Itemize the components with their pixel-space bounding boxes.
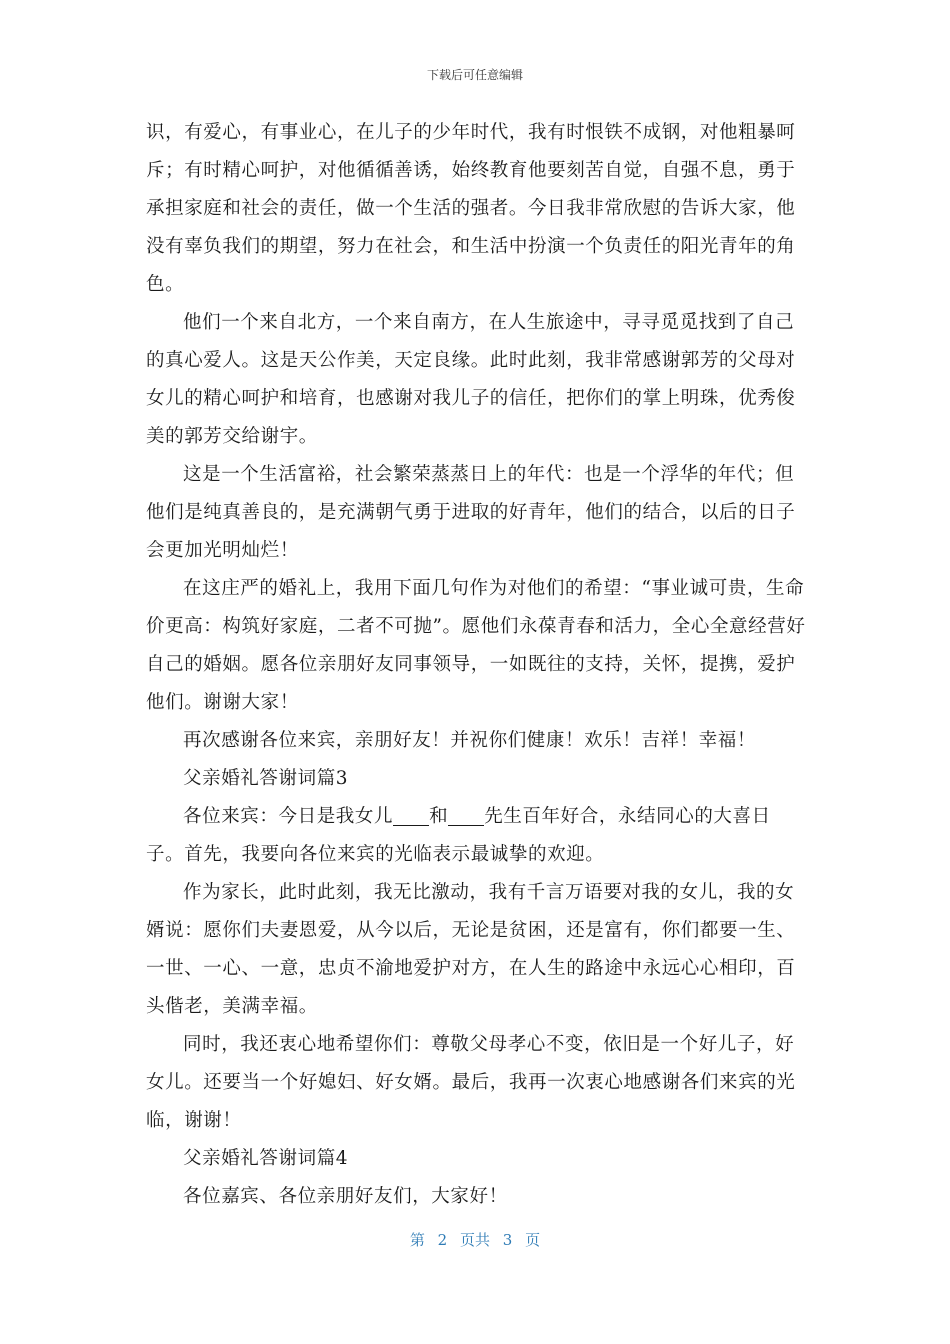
document-body bbox=[146, 114, 806, 1216]
paragraph: 这是一个生活富裕，社会繁荣蒸蒸日上的年代：也是一个浮华的年代；但他们是纯真善良的，是充满朝气勇于进取的好青年，他们的结合，以后的日子会更加光明灿烂！ bbox=[146, 464, 796, 561]
page-number-footer: 第 2 页共 3 页 bbox=[409, 1231, 541, 1249]
paragraph-segment: 先生百年好合，永结同心的大喜日子。首先，我要向各位来宾的光临表示最诚挚的欢迎。 bbox=[146, 806, 771, 865]
paragraph-segment: 和 bbox=[429, 806, 449, 827]
section-heading: 父亲婚礼答谢词篇3 bbox=[183, 768, 349, 789]
paragraph: 再次感谢各位来宾，亲朋好友！并祝你们健康！欢乐！吉祥！幸福！ bbox=[183, 730, 757, 751]
fill-in-blank bbox=[448, 807, 484, 827]
paragraph: 作为家长，此时此刻，我无比激动，我有千言万语要对我的女儿，我的女婿说：愿你们夫妻恩爱，从今以后，无论是贫困，还是富有，你们都要一生、一世、一心、一意，忠贞不渝地爱护对方，在人生的路途中永远心心相印，百头偕老，美满幸福。 bbox=[146, 882, 796, 1017]
page-header: 下载后可任意编辑 bbox=[426, 68, 523, 82]
section-heading: 父亲婚礼答谢词篇4 bbox=[183, 1148, 349, 1169]
paragraph-segment: 各位来宾：今日是我女儿 bbox=[183, 806, 394, 827]
paragraph: 在这庄严的婚礼上，我用下面几句作为对他们的希望：“事业诚可贵，生命价更高：构筑好家庭，二者不可抛”。愿他们永葆青春和活力，全心全意经营好自己的婚姻。愿各位亲朋好友同事领导，一如既往的支持，关怀，提携，爱护他们。谢谢大家！ bbox=[146, 578, 806, 713]
paragraph: 同时，我还衷心地希望你们：尊敬父母孝心不变，依旧是一个好儿子，好女儿。还要当一个好媳妇、好女婿。最后，我再一次衷心地感谢各们来宾的光临，谢谢！ bbox=[146, 1034, 796, 1131]
paragraph: 各位嘉宾、各位亲朋好友们，大家好！ bbox=[183, 1186, 508, 1207]
fill-in-blank bbox=[393, 807, 429, 827]
paragraph: 识，有爱心，有事业心，在儿子的少年时代，我有时恨铁不成钢，对他粗暴呵斥；有时精心呵护，对他循循善诱，始终教育他要刻苦自觉，自强不息，勇于承担家庭和社会的责任，做一个生活的强者。今日我非常欣慰的告诉大家，他没有辜负我们的期望，努力在社会，和生活中扮演一个负责任的阳光青年的角色。 bbox=[146, 122, 796, 295]
paragraph: 他们一个来自北方，一个来自南方，在人生旅途中，寻寻觅觅找到了自己的真心爱人。这是天公作美，天定良缘。此时此刻，我非常感谢郭芳的父母对女儿的精心呵护和培育，也感谢对我儿子的信任，把你们的掌上明珠，优秀俊美的郭芳交给谢宇。 bbox=[146, 312, 796, 447]
paragraph bbox=[146, 798, 806, 874]
